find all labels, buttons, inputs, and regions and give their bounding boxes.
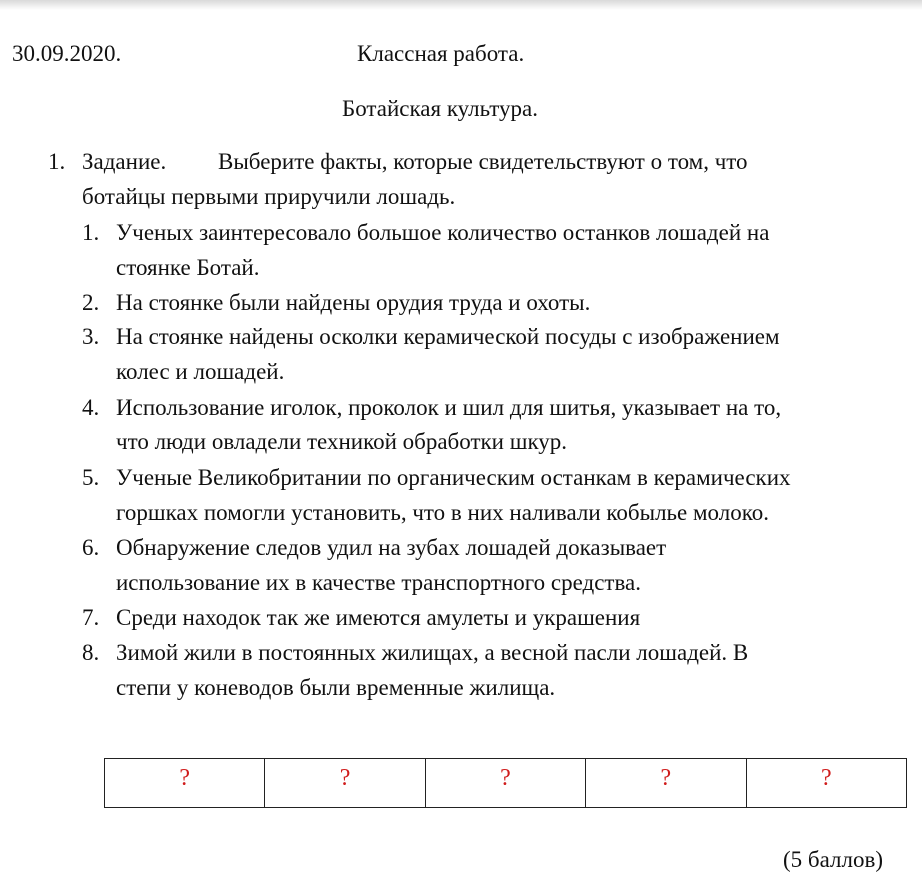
list-item-text: степи у коневодов были временные жилища. xyxy=(116,675,556,700)
work-type: Классная работа. xyxy=(357,41,525,66)
list-item-text: горшках помогли установить, что в них наливали кобылье молоко. xyxy=(116,500,769,525)
answer-row xyxy=(105,759,907,808)
list-item-number: 5. xyxy=(82,465,100,490)
list-item-number: 3. xyxy=(82,324,100,349)
date: 30.09.2020. xyxy=(12,41,122,66)
top-edge-shadow xyxy=(0,0,922,10)
list-item-text: Среди находок так же имеются амулеты и украшения xyxy=(116,605,641,630)
list-item-text: Ученые Великобритании по органическим останкам в керамических xyxy=(116,465,791,490)
answer-cell-4[interactable]: ? xyxy=(586,759,746,808)
answer-cell-1[interactable]: ? xyxy=(105,759,265,808)
list-item-number: 7. xyxy=(82,605,100,630)
list-item-text: Использование иголок, проколок и шил для шитья, указывает на то, xyxy=(116,395,782,420)
list-item-text: стоянке Ботай. xyxy=(116,255,260,280)
answer-cell-5[interactable]: ? xyxy=(746,759,906,808)
task-prompt-line2: ботайцы первыми приручили лошадь. xyxy=(82,184,456,209)
task-label: Задание. xyxy=(82,149,167,174)
answer-table xyxy=(104,758,907,808)
task-number: 1. xyxy=(48,149,66,174)
answer-cell-3[interactable]: ? xyxy=(425,759,585,808)
list-item-text: колес и лошадей. xyxy=(116,359,285,384)
score-label: (5 баллов) xyxy=(783,847,883,872)
list-item-text: что люди овладели техникой обработки шкур. xyxy=(116,429,568,454)
task-prompt-line1: Выберите факты, которые свидетельствуют о том, что xyxy=(218,149,748,174)
list-item-number: 6. xyxy=(82,535,100,560)
list-item-text: На стоянке были найдены орудия труда и охоты. xyxy=(116,290,591,315)
answer-cell-2[interactable]: ? xyxy=(265,759,425,808)
list-item-number: 4. xyxy=(82,395,100,420)
list-item-number: 8. xyxy=(82,640,100,665)
list-item-text: Ученых заинтересовало большое количество останков лошадей на xyxy=(116,220,770,245)
list-item-text: использование их в качестве транспортного средства. xyxy=(116,570,641,595)
list-item-number: 1. xyxy=(82,220,100,245)
list-item-text: Зимой жили в постоянных жилищах, а весной пасли лошадей. В xyxy=(116,640,749,665)
list-item-text: На стоянке найдены осколки керамической посуды с изображением xyxy=(116,324,780,349)
page-title: Ботайская культура. xyxy=(342,96,538,121)
list-item-number: 2. xyxy=(82,290,100,315)
list-item-text: Обнаружение следов удил на зубах лошадей доказывает xyxy=(116,535,667,560)
